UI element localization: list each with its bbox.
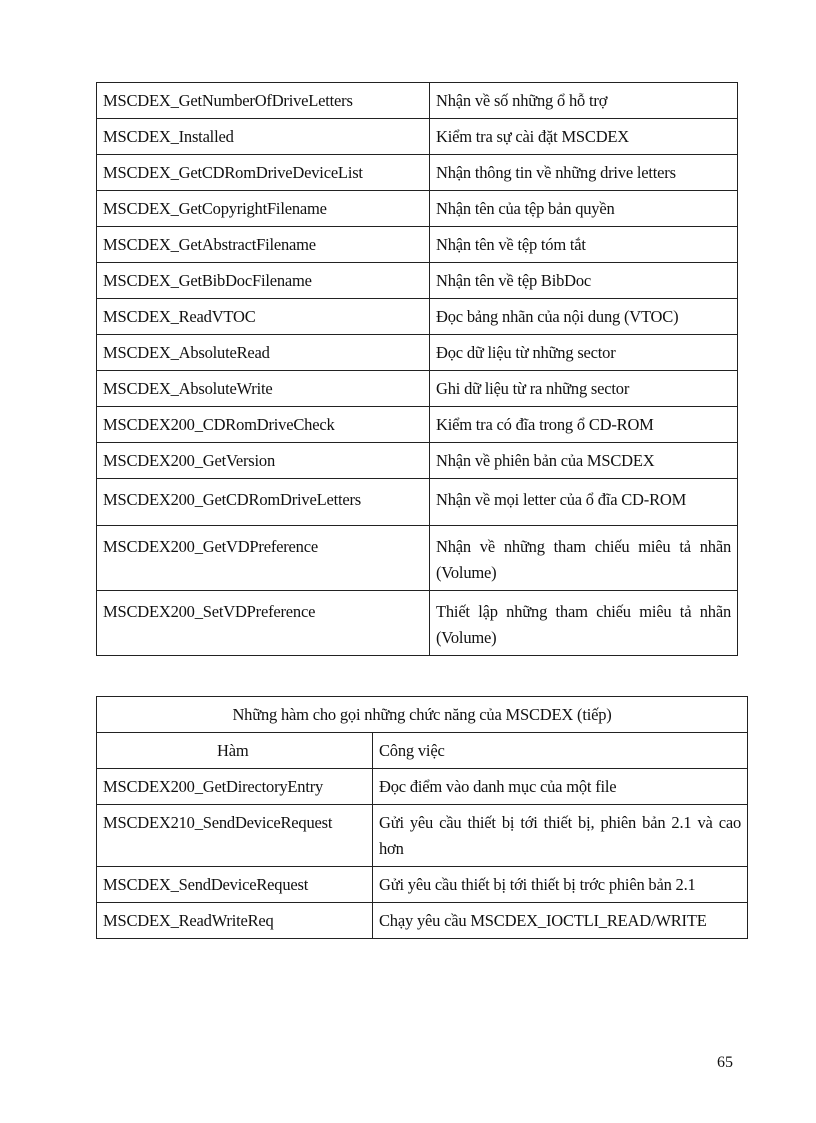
function-description: Đọc điểm vào danh mục của một file — [373, 769, 748, 805]
table-row — [97, 805, 748, 867]
table-row — [97, 155, 738, 191]
table-row — [97, 263, 738, 299]
table-row — [97, 371, 738, 407]
table-row — [97, 769, 748, 805]
function-name: MSCDEX_GetNumberOfDriveLetters — [97, 83, 430, 119]
table-row — [97, 867, 748, 903]
function-name: MSCDEX200_SetVDPreference — [97, 591, 430, 656]
function-description: Nhận về phiên bản của MSCDEX — [430, 443, 738, 479]
table-row — [97, 299, 738, 335]
function-name: MSCDEX_SendDeviceRequest — [97, 867, 373, 903]
function-description: Nhận về số những ổ hỗ trợ — [430, 83, 738, 119]
table-row — [97, 407, 738, 443]
function-description: Thiết lập những tham chiếu miêu tả nhãn (Volume) — [430, 591, 738, 656]
function-description: Gửi yêu cầu thiết bị tới thiết bị trớc phiên bản 2.1 — [373, 867, 748, 903]
function-description: Kiểm tra sự cài đặt MSCDEX — [430, 119, 738, 155]
function-name: MSCDEX_ReadVTOC — [97, 299, 430, 335]
function-name: MSCDEX200_GetCDRomDriveLetters — [97, 479, 430, 526]
function-name: MSCDEX200_GetDirectoryEntry — [97, 769, 373, 805]
function-description: Đọc bảng nhãn của nội dung (VTOC) — [430, 299, 738, 335]
table-row — [97, 479, 738, 526]
function-description: Nhận thông tin về những drive letters — [430, 155, 738, 191]
function-name: MSCDEX_GetCopyrightFilename — [97, 191, 430, 227]
functions-table-continued — [96, 696, 748, 939]
table-row — [97, 227, 738, 263]
function-description: Kiểm tra có đĩa trong ổ CD-ROM — [430, 407, 738, 443]
function-description: Nhận về những tham chiếu miêu tả nhãn (Volume) — [430, 526, 738, 591]
function-name: MSCDEX_ReadWriteReq — [97, 903, 373, 939]
table-row — [97, 191, 738, 227]
table-title-row — [97, 697, 748, 733]
table-title: Những hàm cho gọi những chức năng của MSCDEX (tiếp) — [97, 697, 748, 733]
page-number: 65 — [717, 1054, 733, 1071]
functions-table — [96, 82, 738, 656]
table-row — [97, 591, 738, 656]
table-row — [97, 903, 748, 939]
table-row — [97, 526, 738, 591]
function-name: MSCDEX_Installed — [97, 119, 430, 155]
function-name: MSCDEX_GetCDRomDriveDeviceList — [97, 155, 430, 191]
function-description: Nhận về mọi letter của ổ đĩa CD-ROM — [430, 479, 738, 526]
function-name: MSCDEX200_GetVersion — [97, 443, 430, 479]
function-description: Nhận tên về tệp BibDoc — [430, 263, 738, 299]
function-description: Gửi yêu cầu thiết bị tới thiết bị, phiên bản 2.1 và cao hơn — [373, 805, 748, 867]
table-row — [97, 119, 738, 155]
function-description: Nhận tên về tệp tóm tắt — [430, 227, 738, 263]
function-name: MSCDEX_GetAbstractFilename — [97, 227, 430, 263]
table-row — [97, 443, 738, 479]
column-header-function: Hàm — [97, 733, 373, 769]
function-name: MSCDEX210_SendDeviceRequest — [97, 805, 373, 867]
table-row — [97, 83, 738, 119]
function-description: Ghi dữ liệu từ ra những sector — [430, 371, 738, 407]
column-header-task: Công việc — [373, 733, 748, 769]
function-name: MSCDEX_GetBibDocFilename — [97, 263, 430, 299]
function-description: Nhận tên của tệp bản quyền — [430, 191, 738, 227]
function-name: MSCDEX200_CDRomDriveCheck — [97, 407, 430, 443]
table-header-row — [97, 733, 748, 769]
function-description: Đọc dữ liệu từ những sector — [430, 335, 738, 371]
function-name: MSCDEX_AbsoluteWrite — [97, 371, 430, 407]
function-name: MSCDEX200_GetVDPreference — [97, 526, 430, 591]
table-row — [97, 335, 738, 371]
function-name: MSCDEX_AbsoluteRead — [97, 335, 430, 371]
function-description: Chạy yêu cầu MSCDEX_IOCTLI_READ/WRITE — [373, 903, 748, 939]
